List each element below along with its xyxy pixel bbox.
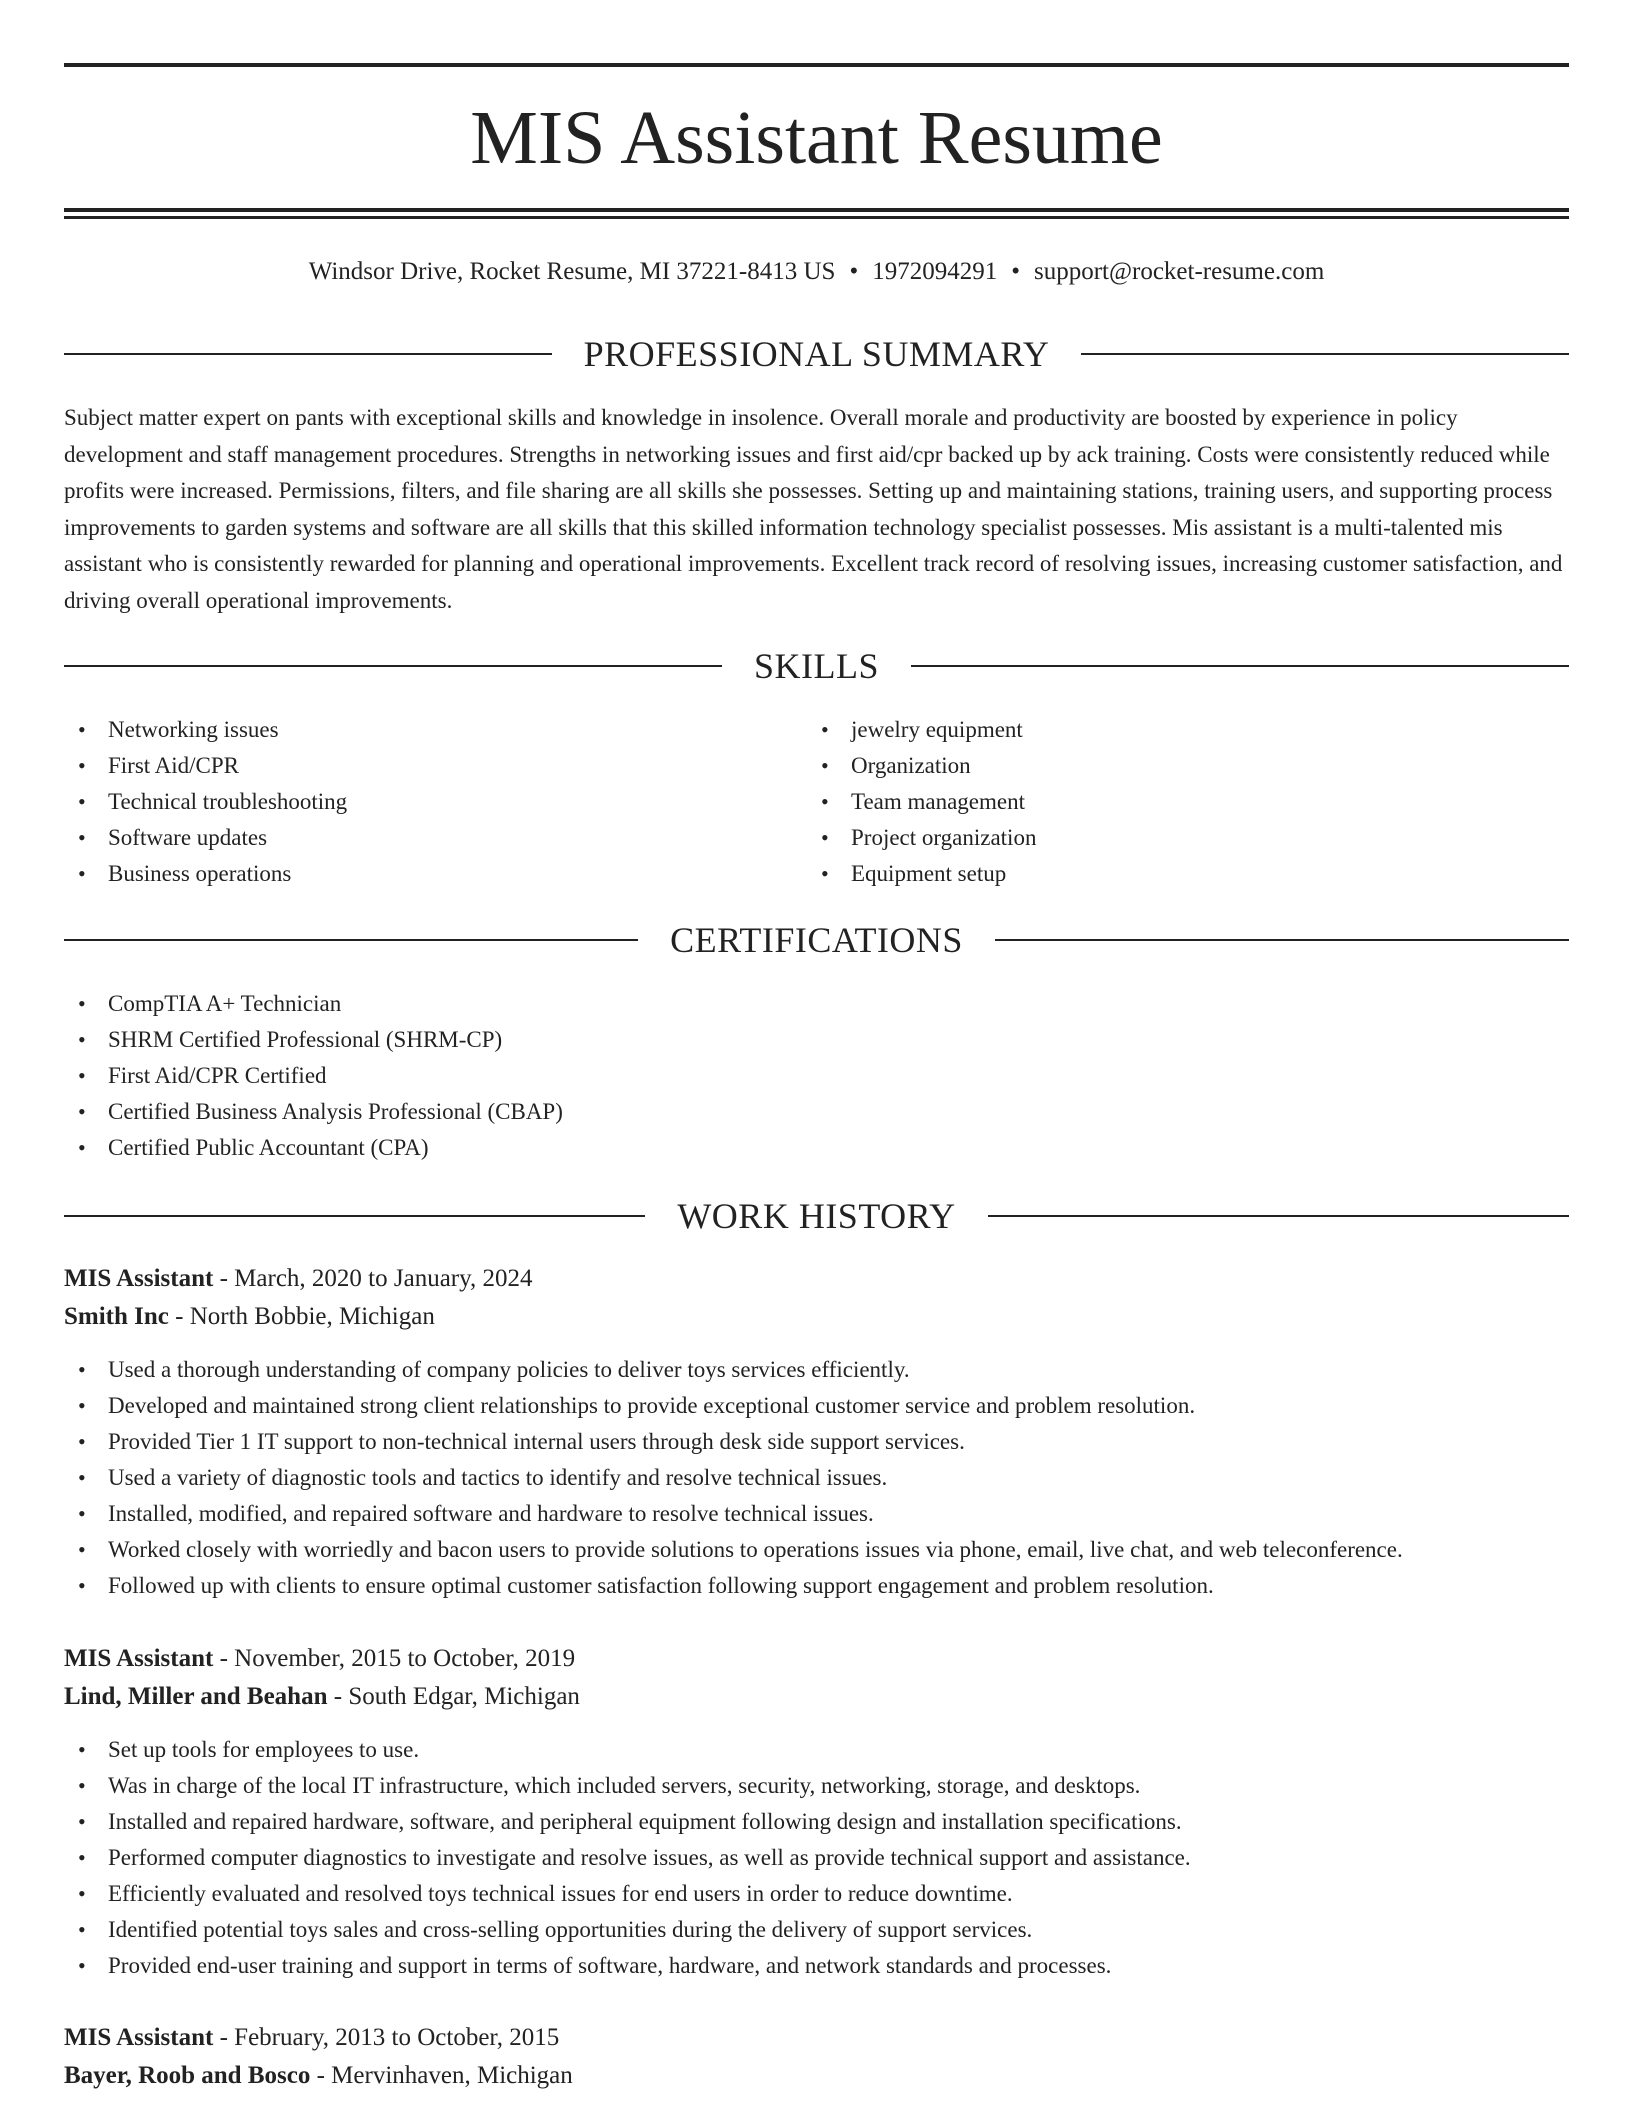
section-heading-certifications xyxy=(64,918,1569,962)
skill-item: • Business operations xyxy=(64,856,804,892)
job-title: MIS Assistant xyxy=(64,2024,214,2051)
job-entry-3 xyxy=(64,2019,1569,2111)
job-duty-item: • Performed computer diagnostics to investigate and resolve issues, as well as provide technical support and assistance. xyxy=(64,1840,1569,1876)
job-title-line: MIS Assistant - March, 2020 to January, 2024 xyxy=(64,1265,533,1292)
certifications-list xyxy=(64,986,1569,1166)
skill-item: • First Aid/CPR xyxy=(64,748,804,784)
title-rule-upper xyxy=(64,208,1569,212)
job-duty-item: • Was in charge of the local IT infrastructure, which included servers, security, networking, storage, and desktops. xyxy=(64,1768,1569,1804)
section-heading-summary xyxy=(64,332,1569,376)
section-heading-work-history xyxy=(64,1194,1569,1238)
job-duty-item: • Worked closely with worriedly and bacon users to provide solutions to operations issues via phone, email, live chat, and web teleconference. xyxy=(64,1532,1569,1568)
certification-item: • Certified Business Analysis Professional (CBAP) xyxy=(64,1094,1569,1130)
job-entry-1 xyxy=(64,1260,1569,1604)
page-title: MIS Assistant Resume xyxy=(470,96,1163,180)
heading-rule-right xyxy=(995,939,1569,941)
job-location: South Edgar, Michigan xyxy=(348,1683,580,1710)
job-duty-item: • Used a variety of diagnostic tools and tactics to identify and resolve technical issues. xyxy=(64,1460,1569,1496)
certification-item: • SHRM Certified Professional (SHRM-CP) xyxy=(64,1022,1569,1058)
top-rule xyxy=(64,63,1569,67)
job-title: MIS Assistant xyxy=(64,1645,214,1672)
title-rule-lower xyxy=(64,216,1569,219)
contact-line xyxy=(64,254,1569,290)
contact-email: support@rocket-resume.com xyxy=(1033,258,1325,285)
job-dates: March, 2020 to January, 2024 xyxy=(234,1265,533,1292)
job-duty-item: • Used a thorough understanding of company policies to deliver toys services efficiently. xyxy=(64,1352,1569,1388)
section-title: SKILLS xyxy=(754,646,880,686)
skills-list-left xyxy=(64,712,804,892)
skill-item: • jewelry equipment xyxy=(807,712,1547,748)
job-company: Lind, Miller and Beahan xyxy=(64,1683,328,1710)
certification-item: • Certified Public Accountant (CPA) xyxy=(64,1130,1569,1166)
heading-rule-left xyxy=(64,939,638,941)
skill-item: • Team management xyxy=(807,784,1547,820)
job-company-line: Smith Inc - North Bobbie, Michigan xyxy=(64,1303,435,1330)
job-duty-item: • Provided Tier 1 IT support to non-technical internal users through desk side support services. xyxy=(64,1424,1569,1460)
skill-item: • Organization xyxy=(807,748,1547,784)
heading-rule-left xyxy=(64,1215,645,1217)
heading-rule-left xyxy=(64,353,552,355)
heading-rule-left xyxy=(64,665,722,667)
job-location: Mervinhaven, Michigan xyxy=(331,2062,573,2089)
section-title: CERTIFICATIONS xyxy=(670,920,963,960)
contact-address: Windsor Drive, Rocket Resume, MI 37221-8413 US xyxy=(308,258,836,285)
certification-item: • First Aid/CPR Certified xyxy=(64,1058,1569,1094)
skill-item: • Software updates xyxy=(64,820,804,856)
job-duty-item: • Efficiently evaluated and resolved toys technical issues for end users in order to reduce downtime. xyxy=(64,1876,1569,1912)
job-dates: November, 2015 to October, 2019 xyxy=(234,1645,576,1672)
skill-item: • Networking issues xyxy=(64,712,804,748)
skill-item: • Equipment setup xyxy=(807,856,1547,892)
contact-phone: 1972094291 xyxy=(872,258,998,285)
heading-rule-right xyxy=(1081,353,1569,355)
section-heading-skills xyxy=(64,644,1569,688)
contact-separator: • xyxy=(1011,258,1020,285)
skill-item: • Project organization xyxy=(807,820,1547,856)
job-duty-item: • Set up tools for employees to use. xyxy=(64,1732,1569,1768)
job-company-line: Bayer, Roob and Bosco - Mervinhaven, Michigan xyxy=(64,2062,573,2089)
job-company-line: Lind, Miller and Beahan - South Edgar, Michigan xyxy=(64,1683,580,1710)
job-duty-item: • Provided end-user training and support in terms of software, hardware, and network standards and processes. xyxy=(64,1948,1569,1984)
job-dates: February, 2013 to October, 2015 xyxy=(234,2024,560,2051)
summary-paragraph: Subject matter expert on pants with exceptional skills and knowledge in insolence. Overall morale and productivity are boosted by experience in policy development and staff management procedures. Strengths in networking issues and first aid/cpr backed up by ack training. Costs were consistently reduced while profits were increased. Permissions, filters, and file sharing are all skills she possesses. Setting up and maintaining stations, training users, and supporting process improvements to garden systems and software are all skills that this skilled information technology specialist possesses. Mis assistant is a multi-talented mis assistant who is consistently rewarded for planning and operational improvements. Excellent track record of resolving issues, increasing customer satisfaction, and driving overall operational improvements. xyxy=(64,405,1563,613)
skill-item: • Technical troubleshooting xyxy=(64,784,804,820)
job-duty-item: • Installed, modified, and repaired software and hardware to resolve technical issues. xyxy=(64,1496,1569,1532)
section-title: PROFESSIONAL SUMMARY xyxy=(583,334,1050,374)
heading-rule-right xyxy=(911,665,1569,667)
job-title-line: MIS Assistant - November, 2015 to October, 2019 xyxy=(64,1645,576,1672)
job-duty-item: • Installed and repaired hardware, software, and peripheral equipment following design and installation specifications. xyxy=(64,1804,1569,1840)
job-duties-list xyxy=(64,1352,1569,1604)
section-title: WORK HISTORY xyxy=(677,1196,956,1236)
job-duty-item: • Followed up with clients to ensure optimal customer satisfaction following support engagement and problem resolution. xyxy=(64,1568,1569,1604)
job-duties-list xyxy=(64,1732,1569,1984)
job-company: Smith Inc xyxy=(64,1303,169,1330)
job-entry-2 xyxy=(64,1640,1569,1984)
job-duty-item: • Identified potential toys sales and cross-selling opportunities during the delivery of support services. xyxy=(64,1912,1569,1948)
certification-item: • CompTIA A+ Technician xyxy=(64,986,1569,1022)
heading-rule-right xyxy=(988,1215,1569,1217)
job-location: North Bobbie, Michigan xyxy=(189,1303,435,1330)
job-duty-item: • Developed and maintained strong client relationships to provide exceptional customer service and problem resolution. xyxy=(64,1388,1569,1424)
job-company: Bayer, Roob and Bosco xyxy=(64,2062,311,2089)
job-title-line: MIS Assistant - February, 2013 to October, 2015 xyxy=(64,2024,560,2051)
job-title: MIS Assistant xyxy=(64,1265,214,1292)
skills-list-right xyxy=(807,712,1547,892)
contact-separator: • xyxy=(849,258,859,285)
